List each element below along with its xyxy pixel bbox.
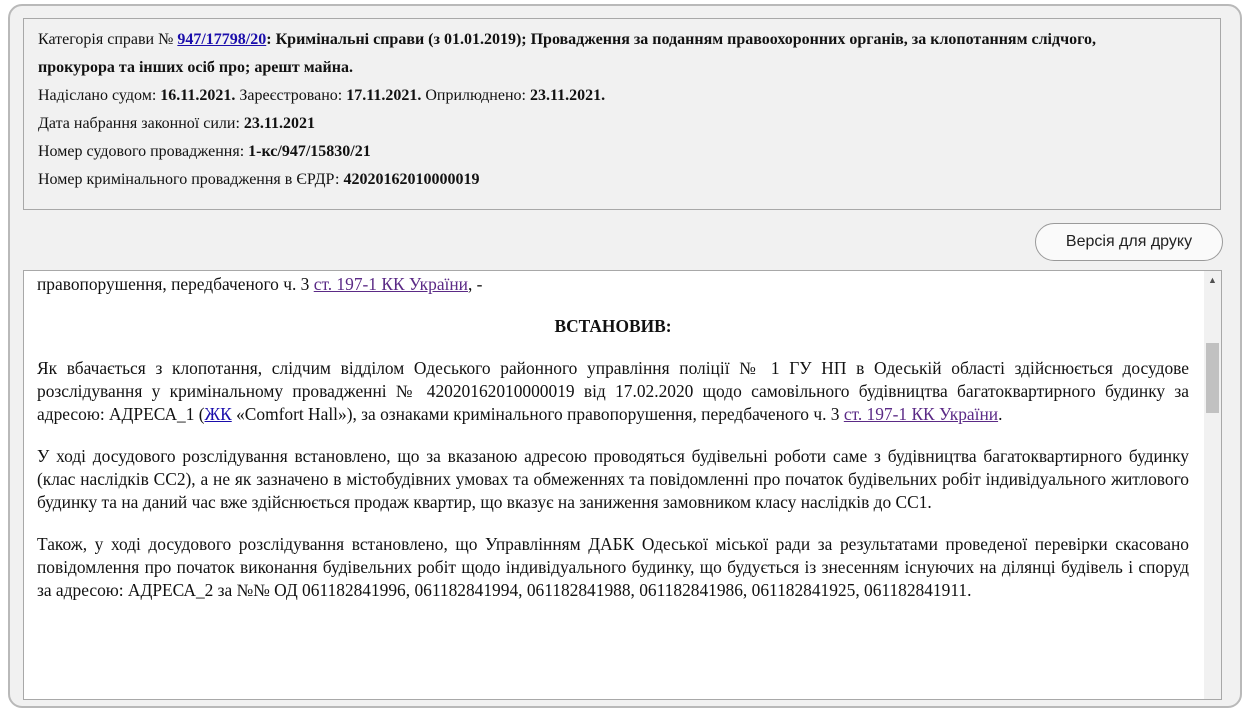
scrollbar-thumb[interactable] (1206, 343, 1219, 413)
proceeding-number: 1-кс/947/15830/21 (248, 143, 371, 160)
effective-date-line (38, 110, 1206, 138)
sent-date: 16.11.2021. (160, 87, 236, 104)
case-category-line (38, 26, 1206, 54)
case-category-line-2 (38, 54, 1206, 82)
case-info-box (23, 18, 1221, 210)
registered-label: Зареєстровано: (235, 87, 347, 104)
zhk-link[interactable]: ЖК (204, 404, 232, 424)
effective-label: Дата набрання законної сили: (38, 115, 244, 132)
section-heading: ВСТАНОВИВ: (554, 316, 672, 336)
paragraph-text: , - (467, 274, 483, 294)
print-version-button[interactable]: Версія для друку (1035, 223, 1223, 261)
paragraph-text: . (998, 404, 1003, 424)
registered-date: 17.11.2021. (346, 87, 422, 104)
erdr-number-line (38, 166, 1206, 194)
case-category-value: : Кримінальні справи (з 01.01.2019); Провадження за поданням правоохоронних органів, за клопотанням слідчого, (266, 31, 1096, 48)
case-category-label: Категорія справи № (38, 31, 178, 48)
erdr-number: 42020162010000019 (343, 171, 480, 188)
case-category-value-2: прокурора та інших осіб про; арешт майна. (38, 59, 353, 76)
paragraph-1 (37, 357, 1189, 426)
paragraph-2: У ході досудового розслідування встановлено, що за вказаною адресою проводяться будівельні роботи саме з будівництва багатоквартирного будинку (клас наслідків СС2), а не як зазначено в містобудівних умовах та обмеженнях та повідомленні про початок будівельних робіт індивідуального житлового будинку та на даний час вже здійснюється продаж квартир, що вказує на заниження замовником класу наслідків до СС1. (37, 446, 1189, 512)
paragraph-text: «Comfort Hall»), за ознаками кримінального правопорушення, передбаченого ч. 3 (231, 404, 844, 424)
paragraph-intro-tail (37, 273, 1189, 296)
law-article-link[interactable]: ст. 197-1 КК України (843, 404, 999, 424)
document-frame[interactable] (23, 270, 1222, 700)
case-number-link[interactable]: 947/17798/20 (177, 31, 267, 48)
sent-label: Надіслано судом: (38, 87, 161, 104)
published-label: Оприлюднено: (421, 87, 530, 104)
proceeding-number-line (38, 138, 1206, 166)
scroll-up-arrow-icon[interactable]: ▲ (1208, 274, 1217, 285)
paragraph-text: Як вбачається з клопотання, слідчим відділом Одеського районного управління поліції № 1 ГУ НП в Одеській області здійснюється досудове розслідування у кримінальному провадженні № 42020162010000019 від 17.02.2020 щодо самовільного будівництва багатоквартирного будинку за адресою: АДРЕСА_1 ( (37, 358, 1189, 424)
vertical-scrollbar[interactable] (1204, 271, 1221, 700)
case-dates-line (38, 82, 1206, 110)
paragraph-3: Також, у ході досудового розслідування встановлено, що Управлінням ДАБК Одеської міської ради за результатами проведеної перевірки скасовано повідомлення про початок виконання будівельних робіт щодо індивідуального будинку, що будується із знесенням існуючих на ділянці будівель і споруд за адресою: АДРЕСА_2 за №№ ОД 061182841996, 061182841994, 061182841988, 061182841986, 061182841925, 061182841911. (37, 534, 1189, 600)
published-date: 23.11.2021. (529, 87, 606, 104)
effective-date: 23.11.2021 (243, 115, 316, 132)
erdr-label: Номер кримінального провадження в ЄРДР: (38, 171, 344, 188)
proceeding-label: Номер судового провадження: (38, 143, 249, 160)
law-article-link[interactable]: ст. 197-1 КК України (313, 274, 468, 294)
paragraph-text: правопорушення, передбаченого ч. 3 (37, 274, 314, 294)
document-text (37, 271, 1189, 602)
